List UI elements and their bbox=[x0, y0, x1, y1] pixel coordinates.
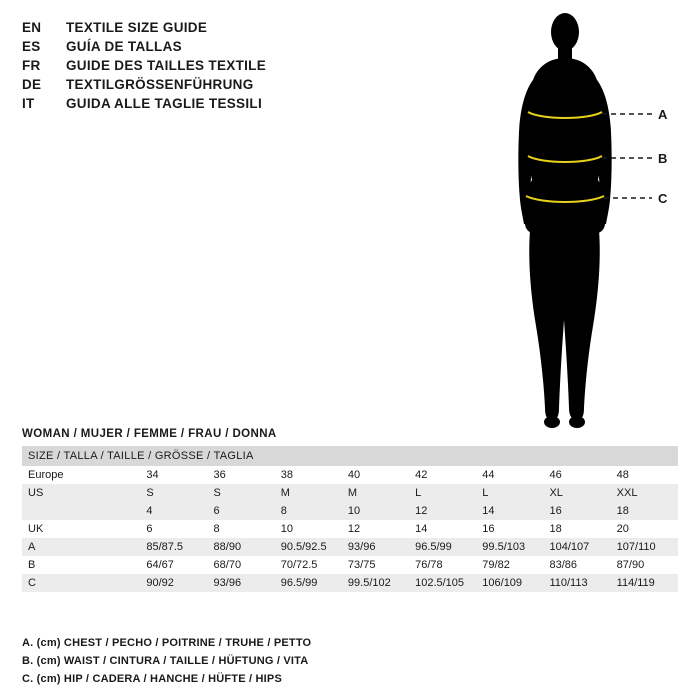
table-row bbox=[22, 466, 678, 484]
cell: M bbox=[342, 484, 409, 502]
size-table bbox=[22, 446, 678, 592]
cell: 90/92 bbox=[140, 574, 207, 592]
footnote-c: C. (cm) HIP / CADERA / HANCHE / HÜFTE / HIPS bbox=[22, 673, 282, 685]
cell: 99.5/103 bbox=[476, 538, 543, 556]
table-caption: WOMAN / MUJER / FEMME / FRAU / DONNA bbox=[22, 428, 277, 440]
cell: 18 bbox=[611, 502, 678, 520]
cell: 64/67 bbox=[140, 556, 207, 574]
language-code-es: ES bbox=[22, 39, 41, 54]
table-row bbox=[22, 502, 678, 520]
cell: 34 bbox=[140, 466, 207, 484]
cell: 99.5/102 bbox=[342, 574, 409, 592]
footnote-b: B. (cm) WAIST / CINTURA / TAILLE / HÜFTUNG / VITA bbox=[22, 655, 309, 667]
cell: 107/110 bbox=[611, 538, 678, 556]
measure-label-b: B bbox=[658, 151, 668, 166]
table-row bbox=[22, 574, 678, 592]
title-row-it bbox=[22, 96, 462, 115]
title-text-fr: GUIDE DES TAILLES TEXTILE bbox=[66, 58, 267, 73]
title-text-de: TEXTILGRÖSSENFÜHRUNG bbox=[66, 77, 254, 92]
language-code-it: IT bbox=[22, 96, 35, 111]
title-block bbox=[22, 20, 462, 115]
title-text-it: GUIDA ALLE TAGLIE TESSILI bbox=[66, 96, 262, 111]
cell: 110/113 bbox=[543, 574, 610, 592]
cell: 10 bbox=[275, 520, 342, 538]
title-row-es bbox=[22, 39, 462, 58]
measure-label-group bbox=[480, 8, 690, 438]
cell: 20 bbox=[611, 520, 678, 538]
table-row bbox=[22, 484, 678, 502]
cell: XL bbox=[543, 484, 610, 502]
table-header-row bbox=[22, 446, 678, 466]
cell: 106/109 bbox=[476, 574, 543, 592]
title-row-de bbox=[22, 77, 462, 96]
cell: 102.5/105 bbox=[409, 574, 476, 592]
cell: 68/70 bbox=[208, 556, 275, 574]
cell: 8 bbox=[208, 520, 275, 538]
cell: 12 bbox=[409, 502, 476, 520]
cell: XXL bbox=[611, 484, 678, 502]
cell: 93/96 bbox=[342, 538, 409, 556]
measurement-figure bbox=[480, 8, 690, 438]
cell: 44 bbox=[476, 466, 543, 484]
cell: 8 bbox=[275, 502, 342, 520]
cell: 104/107 bbox=[543, 538, 610, 556]
cell: 76/78 bbox=[409, 556, 476, 574]
row-label: B bbox=[22, 556, 140, 574]
size-table-section bbox=[22, 428, 678, 592]
cell: 10 bbox=[342, 502, 409, 520]
cell: 40 bbox=[342, 466, 409, 484]
cell: 79/82 bbox=[476, 556, 543, 574]
cell: 114/119 bbox=[611, 574, 678, 592]
title-text-es: GUÍA DE TALLAS bbox=[66, 39, 182, 54]
row-label: UK bbox=[22, 520, 140, 538]
cell: L bbox=[476, 484, 543, 502]
cell: 36 bbox=[208, 466, 275, 484]
cell: 16 bbox=[543, 502, 610, 520]
language-code-de: DE bbox=[22, 77, 42, 92]
cell: M bbox=[275, 484, 342, 502]
table-row bbox=[22, 556, 678, 574]
row-label: A bbox=[22, 538, 140, 556]
language-code-fr: FR bbox=[22, 58, 41, 73]
cell: 4 bbox=[140, 502, 207, 520]
cell: 6 bbox=[208, 502, 275, 520]
cell: S bbox=[208, 484, 275, 502]
cell: 14 bbox=[409, 520, 476, 538]
footnote-block bbox=[22, 634, 622, 688]
cell: L bbox=[409, 484, 476, 502]
measure-label-c: C bbox=[658, 191, 668, 206]
row-label: Europe bbox=[22, 466, 140, 484]
cell: 70/72.5 bbox=[275, 556, 342, 574]
footnote-a: A. (cm) CHEST / PECHO / POITRINE / TRUHE / PETTO bbox=[22, 637, 312, 649]
cell: 14 bbox=[476, 502, 543, 520]
cell: 38 bbox=[275, 466, 342, 484]
table-row bbox=[22, 520, 678, 538]
row-label bbox=[22, 502, 140, 520]
title-row-en bbox=[22, 20, 462, 39]
cell: 48 bbox=[611, 466, 678, 484]
cell: 83/86 bbox=[543, 556, 610, 574]
cell: 46 bbox=[543, 466, 610, 484]
title-text-en: TEXTILE SIZE GUIDE bbox=[66, 20, 208, 35]
cell: 12 bbox=[342, 520, 409, 538]
cell: 6 bbox=[140, 520, 207, 538]
cell: 90.5/92.5 bbox=[275, 538, 342, 556]
row-label: US bbox=[22, 484, 140, 502]
cell: 18 bbox=[543, 520, 610, 538]
cell: 73/75 bbox=[342, 556, 409, 574]
table-header-label: SIZE / TALLA / TAILLE / GRÖSSE / TAGLIA bbox=[22, 446, 678, 466]
title-row-fr bbox=[22, 58, 462, 77]
cell: 16 bbox=[476, 520, 543, 538]
cell: 88/90 bbox=[208, 538, 275, 556]
table-row bbox=[22, 538, 678, 556]
cell: 42 bbox=[409, 466, 476, 484]
cell: 96.5/99 bbox=[275, 574, 342, 592]
cell: S bbox=[140, 484, 207, 502]
language-code-en: EN bbox=[22, 20, 42, 35]
row-label: C bbox=[22, 574, 140, 592]
cell: 87/90 bbox=[611, 556, 678, 574]
cell: 93/96 bbox=[208, 574, 275, 592]
cell: 85/87.5 bbox=[140, 538, 207, 556]
measure-label-a: A bbox=[658, 107, 668, 122]
cell: 96.5/99 bbox=[409, 538, 476, 556]
